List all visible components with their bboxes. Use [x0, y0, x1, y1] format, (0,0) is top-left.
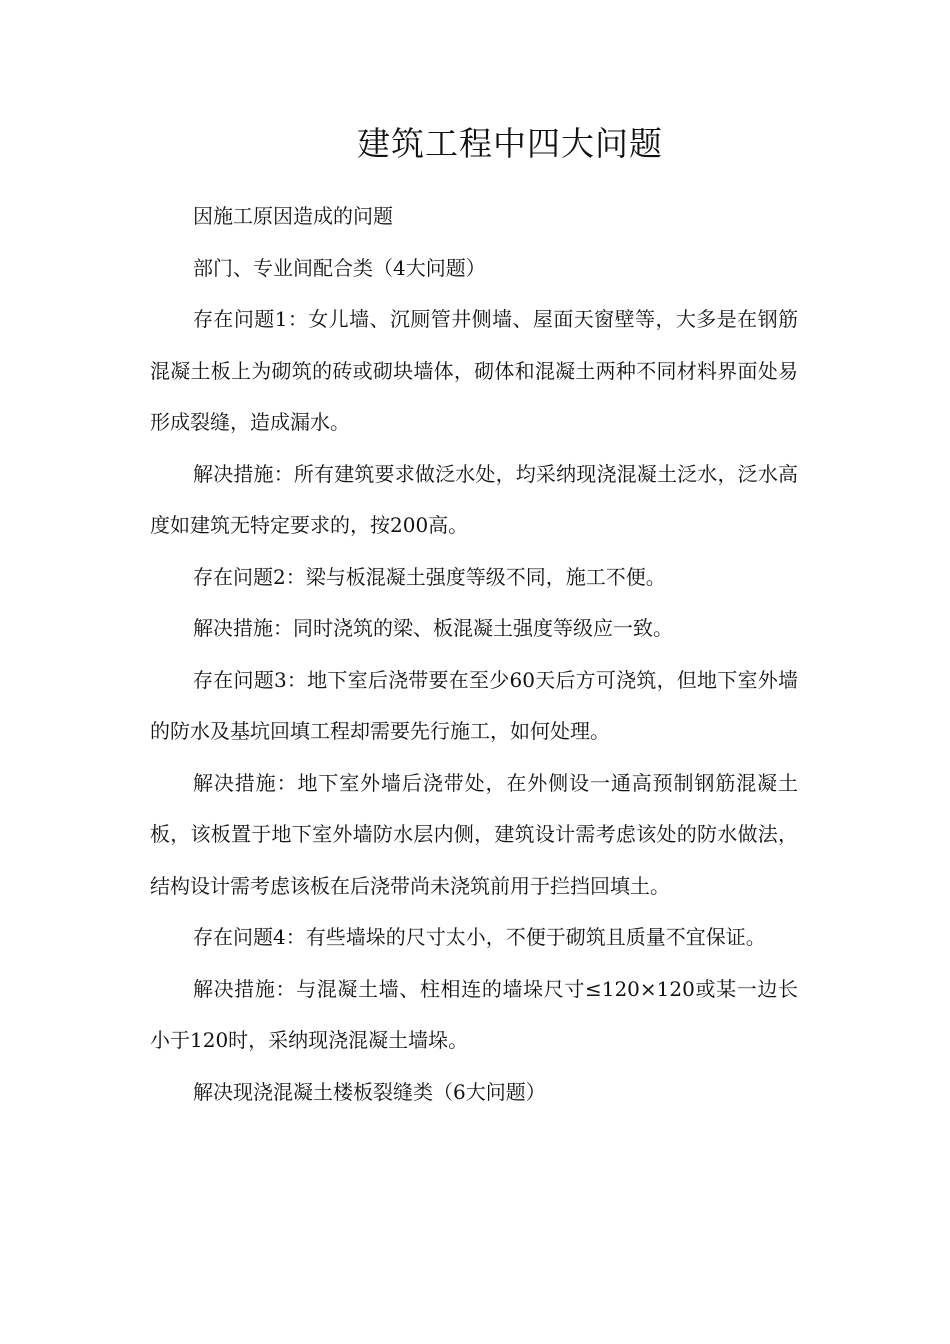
paragraph-solution-2: 解决措施：同时浇筑的梁、板混凝土强度等级应一致。 [193, 616, 673, 640]
paragraph-problem-2: 存在问题2：梁与板混凝土强度等级不同，施工不便。 [193, 564, 666, 589]
paragraph-problem-4: 存在问题4：有些墙垛的尺寸太小，不便于砌筑且质量不宜保证。 [193, 925, 766, 949]
paragraph-solution-4: 解决措施：与混凝土墙、柱相连的墙垛尺寸≤120×120或某一边长小于120时，采纳现浇混凝土墙垛。 [150, 976, 798, 1052]
document-title: 建筑工程中四大问题 [357, 124, 663, 163]
paragraph-problem-1: 存在问题1：女儿墙、沉厕管井侧墙、屋面天窗壁等，大多是在钢筋混凝土板上为砌筑的砖或砌块墙体，砌体和混凝土两种不同材料界面处易形成裂缝，造成漏水。 [150, 307, 798, 434]
paragraph-solution-3: 解决措施：地下室外墙后浇带处，在外侧设一通高预制钢筋混凝土板，该板置于地下室外墙防水层内侧，建筑设计需考虑该处的防水做法，结构设计需考虑该板在后浇带尚未浇筑前用于拦挡回填土。 [150, 770, 798, 898]
paragraph-section-heading: 因施工原因造成的问题 [193, 204, 393, 228]
paragraph-solution-1: 解决措施：所有建筑要求做泛水处，均采纳现浇混凝土泛水，泛水高度如建筑无特定要求的，按200高。 [150, 461, 798, 537]
paragraph-category-heading: 部门、专业间配合类（4大问题） [193, 255, 486, 280]
paragraph-problem-3: 存在问题3：地下室后浇带要在至少60天后方可浇筑，但地下室外墙的防水及基坑回填工程却需要先行施工，如何处理。 [150, 667, 798, 743]
paragraph-category-heading-2: 解决现浇混凝土楼板裂缝类（6大问题） [193, 1079, 546, 1104]
document-body [150, 191, 798, 1118]
